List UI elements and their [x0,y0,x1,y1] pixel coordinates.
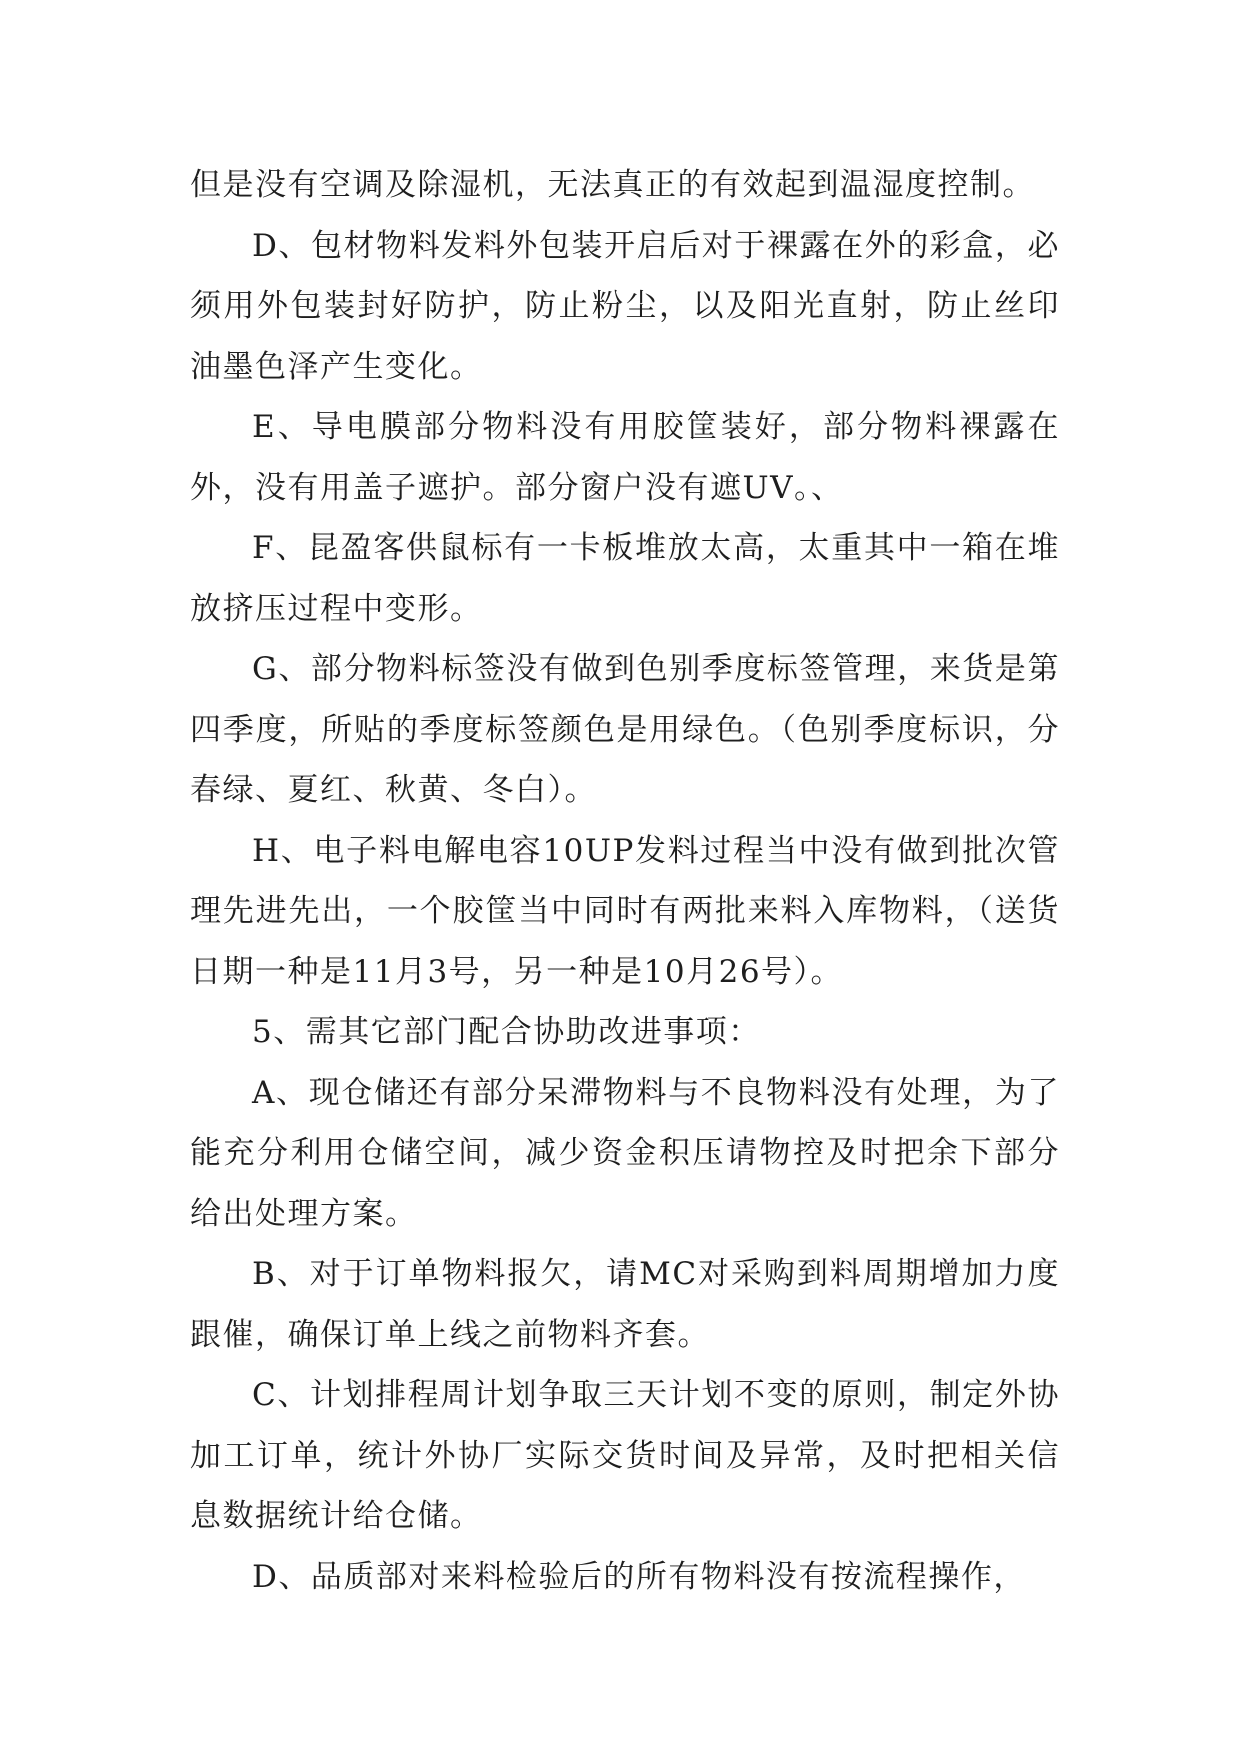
paragraph-item-f-mouse-pallet: F、昆盈客供鼠标有一卡板堆放太高，太重其中一箱在堆放挤压过程中变形。 [190,530,1060,627]
paragraph-item-d-quality: D、品质部对来料检验后的所有物料没有按流程操作， [252,1558,1026,1595]
paragraph-continuation: 但是没有空调及除湿机，无法真正的有效起到温湿度控制。 [190,167,1035,203]
paragraph-item-a-idle-materials: A、现仓储还有部分呆滞物料与不良物料没有处理，为了能充分利用仓储空间，减少资金积压请物控及时把余下部分给出处理方案。 [190,1074,1060,1232]
paragraph-item-e-conductive-film: E、导电膜部分物料没有用胶筐装好，部分物料裸露在外，没有用盖子遮护。部分窗户没有遮UV。、 [190,409,1060,506]
paragraph-item-c-scheduling: C、计划排程周计划争取三天计划不变的原则，制定外协加工订单，统计外协厂实际交货时间及异常，及时把相关信息数据统计给仓储。 [190,1377,1060,1534]
paragraph-item-d-packaging: D、包材物料发料外包装开启后对于裸露在外的彩盒，必须用外包装封好防护，防止粉尘，以及阳光直射，防止丝印油墨色泽产生变化。 [190,227,1060,385]
paragraph-item-b-order-shortage: B、对于订单物料报欠，请MC对采购到料周期增加力度跟催，确保订单上线之前物料齐套。 [190,1256,1060,1353]
paragraph-item-h-capacitor: H、电子料电解电容10UP发料过程当中没有做到批次管理先进先出，一个胶筐当中同时有两批来料入库物料，（送货日期一种是11月3号，另一种是10月26号）。 [190,832,1060,990]
section-heading-5: 5、需其它部门配合协助改进事项： [252,1014,761,1050]
body-text [190,155,1060,1607]
paragraph-item-g-labels: G、部分物料标签没有做到色别季度标签管理，来货是第四季度，所贴的季度标签颜色是用绿色。（色别季度标识，分春绿、夏红、秋黄、冬白）。 [190,651,1060,808]
